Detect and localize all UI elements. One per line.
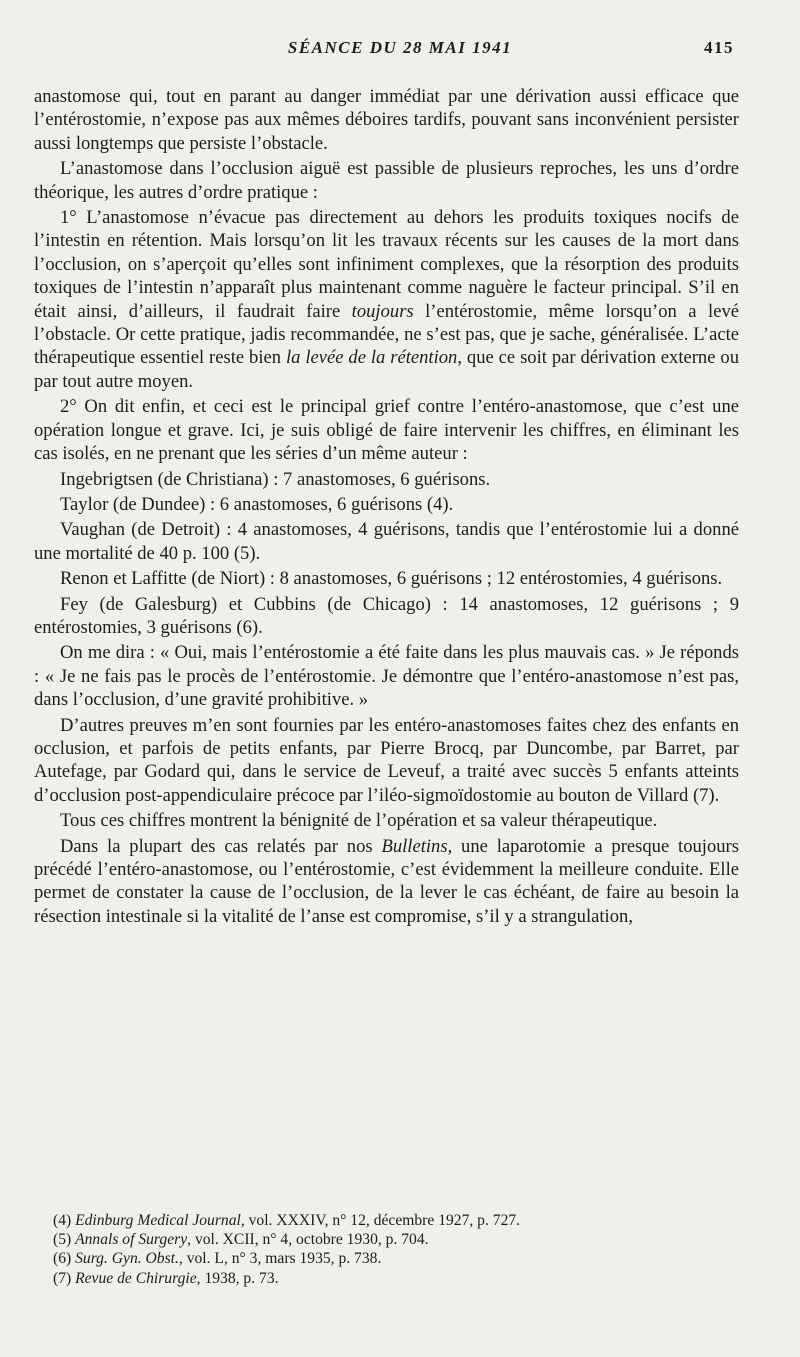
paragraph	[34, 835, 739, 929]
body-text	[34, 85, 739, 928]
footnote-source: Revue de Chirurgie	[75, 1269, 197, 1287]
paragraph	[34, 85, 739, 155]
paragraph	[34, 714, 739, 808]
text-run: anastomose qui, tout en parant au danger immédiat par une dérivation aussi efficace que l’entérostomie, n’expose pas aux mêmes déboires tardifs, pouvant sans inconvénient persister aussi longtemps que persiste l’obstacle.	[34, 86, 739, 154]
text-run: Ingebrigtsen (de Christiana) : 7 anastomoses, 6 guérisons.	[60, 468, 491, 490]
footnote	[53, 1230, 733, 1249]
text-run: l’entérostomie, même lorsqu’on a levé l’obstacle. Or cette pratique, jadis recommandée, ne s’est pas, que je sache, généralisée. L’acte thérapeutique essentiel reste bien	[34, 300, 739, 369]
paragraph	[34, 157, 739, 204]
paragraph	[34, 567, 739, 590]
footnote-reference: , vol. XCII, n° 4, octobre 1930, p. 704.	[187, 1231, 429, 1249]
paragraph	[34, 395, 739, 465]
footnotes	[53, 1211, 733, 1288]
footnote-reference: , vol. L, n° 3, mars 1935, p. 738.	[178, 1250, 382, 1268]
running-header	[0, 38, 800, 62]
emphasis: Bulletins	[381, 835, 448, 857]
footnote-source: Annals of Surgery	[75, 1231, 188, 1249]
paragraph	[34, 641, 739, 711]
footnote-number: (6)	[53, 1250, 72, 1268]
footnote-source: Edinburg Medical Journal	[75, 1212, 241, 1229]
text-run: Fey (de Galesburg) et Cubbins (de Chicago) : 14 anastomoses, 12 guérisons ; 9 entérostomies, 3 guérisons (6).	[34, 593, 739, 638]
header-title: SÉANCE DU 28 MAI 1941	[287, 38, 513, 57]
footnote	[53, 1249, 733, 1268]
footnote	[53, 1211, 733, 1230]
paragraph	[34, 493, 739, 516]
text-run: , que ce soit par dérivation externe ou par tout autre moyen.	[34, 347, 739, 392]
paragraph	[34, 809, 739, 832]
footnote-number: (7)	[53, 1269, 72, 1287]
footnote-number: (5)	[53, 1231, 72, 1249]
text-run: 2° On dit enfin, et ceci est le principal grief contre l’entéro-anastomose, que c’est une opération longue et grave. Ici, je suis obligé de faire intervenir les chiffres, en éliminant les cas isolés, en ne prenant que les séries d’un même auteur :	[34, 396, 739, 465]
text-run: , une laparotomie a presque toujours précédé l’entéro-anastomose, ou l’entérostomie, c’est évidemment la meilleure conduite. Elle permet de constater la cause de l’occlusion, de la lever le cas échéant, de faire au besoin la résection intestinale si la vitalité de l’anse est compromise, s’il y a strangulation,	[34, 835, 739, 927]
footnote-number: (4)	[53, 1212, 72, 1229]
text-run: 1° L’anastomose n’évacue pas directement au dehors les produits toxiques nocifs de l’intestin en rétention. Mais lorsqu’on lit les travaux récents sur les causes de la mort dans l’occlusion, on s’aperçoit qu’elles sont infiniment complexes, que la résorption des produits toxiques de l’intestin n’apparaît plus maintenant comme naguère le facteur principal. S’il en était ainsi, d’ailleurs, il faudrait faire	[34, 207, 739, 322]
emphasis: la levée de la rétention	[285, 347, 458, 369]
paragraph	[34, 593, 739, 640]
paragraph	[34, 206, 739, 393]
text-run: L’anastomose dans l’occlusion aiguë est passible de plusieurs reproches, les uns d’ordre théorique, les autres d’ordre pratique :	[34, 158, 739, 203]
text-run: On me dira : « Oui, mais l’entérostomie a été faite dans les plus mauvais cas. » Je réponds : « Je ne fais pas le procès de l’entérostomie. Je démontre que l’entéro-anastomose n’est pas, dans l’occlusion, d’une gravité prohibitive. »	[34, 642, 739, 711]
page-number: 415	[704, 38, 734, 57]
text-run: Vaughan (de Detroit) : 4 anastomoses, 4 guérisons, tandis que l’entérostomie lui a donné une mortalité de 40 p. 100 (5).	[34, 519, 739, 564]
text-run: Renon et Laffitte (de Niort) : 8 anastomoses, 6 guérisons ; 12 entérostomies, 4 guérisons.	[60, 568, 723, 590]
paragraph	[34, 468, 739, 491]
paragraph	[34, 518, 739, 565]
footnote-reference: , 1938, p. 73.	[196, 1269, 279, 1287]
text-run: Dans la plupart des cas relatés par nos	[60, 835, 382, 857]
footnote-source: Surg. Gyn. Obst.	[75, 1250, 179, 1268]
footnote	[53, 1269, 733, 1288]
text-run: Taylor (de Dundee) : 6 anastomoses, 6 guérisons (4).	[60, 493, 454, 515]
footnote-reference: , vol. XXXIV, n° 12, décembre 1927, p. 727.	[240, 1212, 521, 1229]
text-run: Tous ces chiffres montrent la bénignité de l’opération et sa valeur thérapeutique.	[60, 810, 658, 832]
text-run: D’autres preuves m’en sont fournies par les entéro-anastomoses faites chez des enfants en occlusion, et parfois de petits enfants, par Pierre Brocq, par Duncombe, par Barret, par Autefage, par Godard qui, dans le service de Leveuf, a traité avec succès 5 enfants atteints d’occlusion post-appendiculaire précoce par l’iléo-sigmoïdostomie au bouton de Villard (7).	[34, 714, 739, 806]
emphasis: toujours	[351, 300, 414, 322]
